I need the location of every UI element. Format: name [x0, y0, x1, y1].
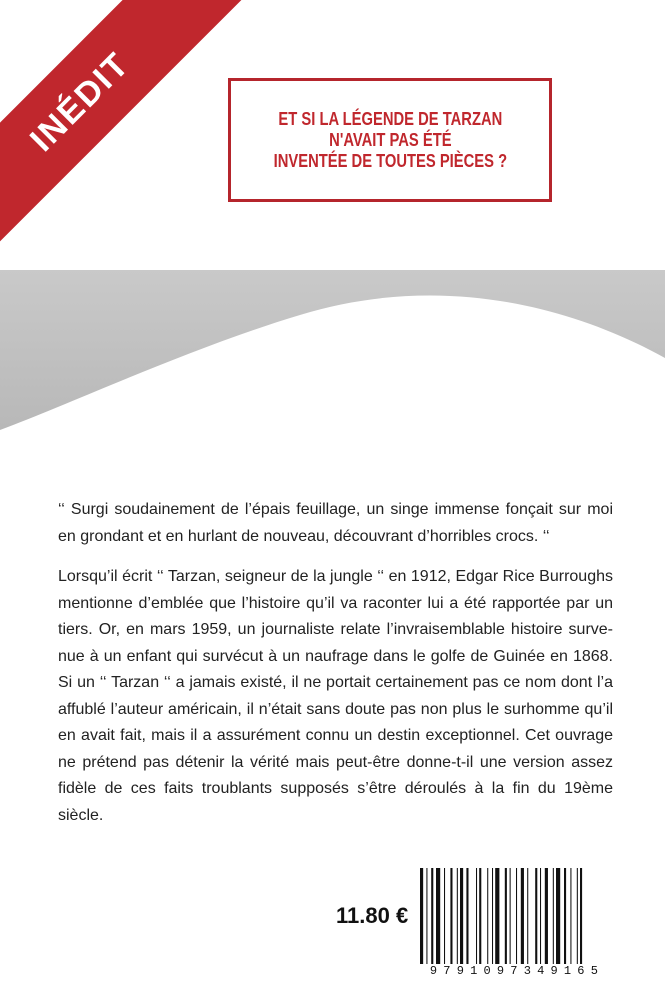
barcode-bar [556, 868, 560, 964]
barcode-bar [521, 868, 524, 964]
tagline-box [228, 78, 552, 202]
barcode-bar [510, 868, 511, 964]
barcode-bar [564, 868, 566, 964]
barcode-bar [540, 868, 541, 964]
price-label: 11.80 € [336, 903, 409, 928]
banner-label: INÉDIT [22, 44, 137, 159]
barcode-bar [444, 868, 445, 964]
barcode-bar [535, 868, 537, 964]
barcode-digits: 9791097349165 [429, 964, 605, 978]
barcode-bar [420, 868, 423, 964]
barcode-bar [495, 868, 499, 964]
banner-ribbon [0, 0, 265, 287]
barcode-bar [457, 868, 458, 964]
barcode-bar [466, 868, 468, 964]
barcode-bar [426, 868, 427, 964]
barcode-bar [450, 868, 452, 964]
barcode-bar [570, 868, 571, 964]
tagline-text [273, 109, 506, 172]
barcode-bar [577, 868, 578, 964]
tagline-line-3: INVENTÉE DE TOUTES PIÈCES ? [273, 150, 507, 171]
barcode-bar [545, 868, 548, 964]
grey-wave-band [0, 270, 665, 440]
barcode-bar [460, 868, 463, 964]
barcode-bar [492, 868, 493, 964]
tagline-line-2: N'AVAIT PAS ÉTÉ [328, 129, 452, 150]
barcode-bar [476, 868, 477, 964]
barcode-bar [527, 868, 528, 964]
barcode-bar [479, 868, 481, 964]
barcode-bar [505, 868, 507, 964]
synopsis-paragraph: Lorsqu’il écrit ‘‘ Tarzan, seigneur de la jungle ‘‘ en 1912, Edgar Rice Burroughs mentionne d’emblée que l’histoire qu’il va raconter lui a été rapportée par un tiers. Or, en mars 1959, un journaliste relate l’invraisemblable histoire survenue à un enfant qui survécut à un naufrage dans le golfe de Guinée en 1868. Si un ‘‘ Tarzan ‘‘ a jamais existé, il ne portait certainement pas ce nom dont l’a affublé l’auteur américain, il n’était sans doute pas non plus le surhomme qu’il en avait fait, mais il a assurément connu un destin exceptionnel. Cet ouvrage ne prétend pas détenir la vérité mais peut-être donne-t-il une version assez fidèle de ces faits troublants supposés s’être déroulés à la fin du 19ème siècle. [58, 568, 613, 824]
barcode-bar [553, 868, 554, 964]
tagline-line-1: ET SI LA LÉGENDE DE TARZAN [278, 108, 502, 129]
isbn-barcode [418, 868, 616, 986]
barcode-bars [418, 868, 616, 964]
barcode-bar [487, 868, 488, 964]
epigraph-quote: ‘‘ Surgi soudainement de l’épais feuillage, un singe immense fonçait sur moi en grondant et en hurlant de nouveau, découvrant d’horribles crocs. ‘‘ [58, 501, 613, 545]
barcode-bar [580, 868, 582, 964]
barcode-bar [436, 868, 440, 964]
barcode-bar [516, 868, 517, 964]
barcode-bar [431, 868, 433, 964]
